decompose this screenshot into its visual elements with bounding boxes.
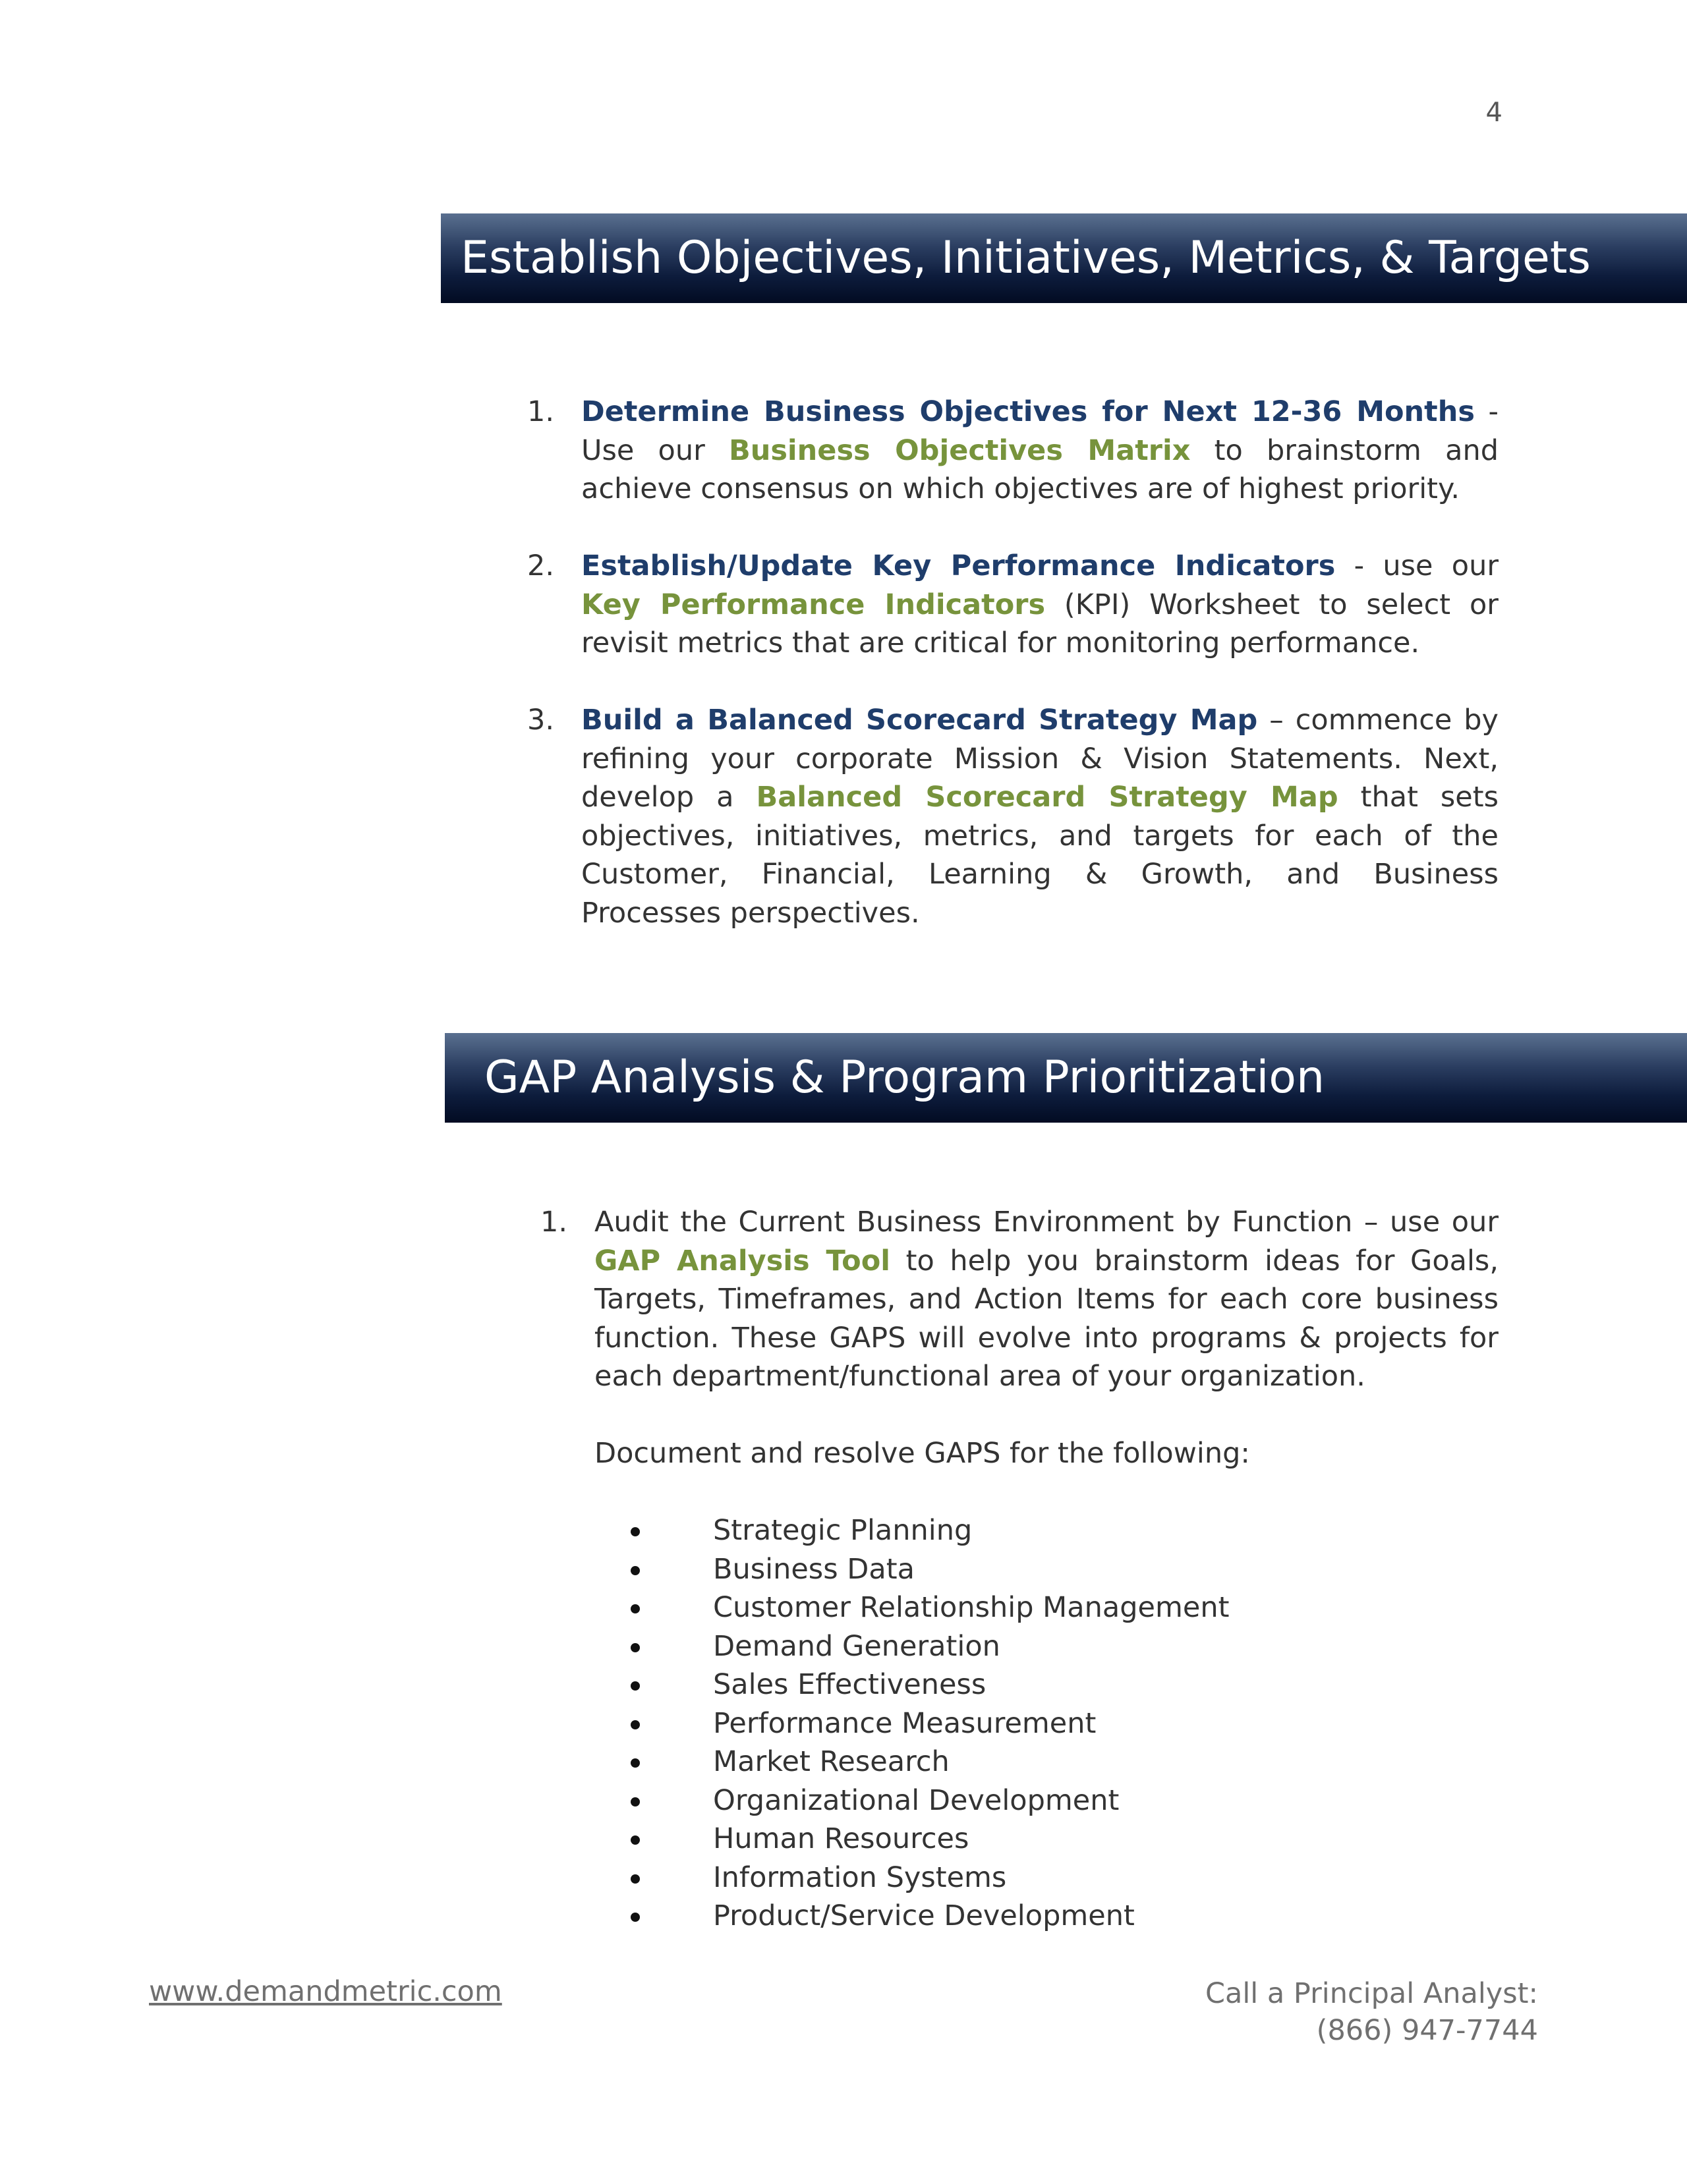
tool-link[interactable]: GAP Analysis Tool <box>594 1244 890 1277</box>
list-number: 1. <box>527 395 555 428</box>
gap-areas-list <box>540 1511 1499 1936</box>
list-item <box>594 1550 1499 1589</box>
bullet-text: Market Research <box>713 1745 950 1778</box>
list-item <box>527 393 1499 509</box>
item-heading: Establish/Update Key Performance Indicators <box>581 549 1336 582</box>
section-header-gap-analysis: GAP Analysis & Program Prioritization <box>445 1033 1687 1123</box>
bullet-text: Information Systems <box>713 1861 1007 1894</box>
list-number: 2. <box>527 549 555 582</box>
item-text: - Use our <box>581 395 1499 467</box>
list-item <box>594 1820 1499 1859</box>
list-item <box>594 1859 1499 1897</box>
bullet-text: Organizational Development <box>713 1783 1120 1817</box>
objectives-list <box>527 393 1499 971</box>
bullet-icon <box>631 1758 640 1768</box>
list-item <box>594 1588 1499 1627</box>
bullet-text: Demand Generation <box>713 1629 1000 1663</box>
call-label: Call a Principal Analyst: <box>1205 1977 1538 2010</box>
item-text: Audit the Current Business Environment by Function – use our <box>594 1206 1499 1239</box>
section-header-objectives: Establish Objectives, Initiatives, Metrics, & Targets <box>441 213 1687 303</box>
list-item <box>594 1627 1499 1666</box>
bullet-icon <box>631 1797 640 1806</box>
tool-link[interactable]: Business Objectives Matrix <box>728 434 1191 467</box>
list-item <box>594 1511 1499 1550</box>
list-item <box>527 547 1499 663</box>
list-item <box>594 1897 1499 1936</box>
item-text: that sets objectives, initiatives, metrics, and targets for each of the Customer, Financial, Learning & Growth, and Business Processes perspectives. <box>581 781 1499 930</box>
item-text: to help you brainstorm ideas for Goals, Targets, Timeframes, and Action Items for each core business function. These GAPS will evolve into programs & projects for each department/functional area of your organization. <box>594 1244 1499 1393</box>
bullet-icon <box>631 1681 640 1691</box>
list-item <box>594 1666 1499 1704</box>
bullet-text: Customer Relationship Management <box>713 1591 1230 1624</box>
bullet-icon <box>631 1643 640 1652</box>
bullet-text: Performance Measurement <box>713 1706 1097 1740</box>
list-number: 3. <box>527 704 555 737</box>
list-item <box>594 1704 1499 1743</box>
item-heading: Build a Balanced Scorecard Strategy Map <box>581 704 1258 737</box>
page-number: 4 <box>1485 98 1502 128</box>
phone-number: (866) 947-7744 <box>1316 2014 1538 2047</box>
bullet-icon <box>631 1604 640 1613</box>
bullet-text: Business Data <box>713 1552 915 1586</box>
list-item <box>594 1743 1499 1781</box>
bullet-icon <box>631 1913 640 1922</box>
bullet-icon <box>631 1527 640 1536</box>
bullet-icon <box>631 1720 640 1729</box>
website-link[interactable]: www.demandmetric.com <box>149 1975 502 2008</box>
bullet-text: Human Resources <box>713 1822 969 1855</box>
gap-list <box>540 1203 1499 1936</box>
item-text: - use our <box>1335 549 1499 582</box>
item-text: – commence by refining your corporate Mission & Vision Statements. Next, develop a <box>581 704 1499 814</box>
gap-intro: Document and resolve GAPS for the following: <box>594 1437 1250 1470</box>
bullet-text: Sales Effectiveness <box>713 1668 986 1701</box>
list-item <box>540 1203 1499 1396</box>
list-item <box>527 701 1499 932</box>
bullet-icon <box>631 1835 640 1845</box>
bullet-icon <box>631 1874 640 1884</box>
bullet-text: Strategic Planning <box>713 1514 973 1547</box>
bullet-text: Product/Service Development <box>713 1899 1135 1932</box>
item-heading: Determine Business Objectives for Next 12-36 Months <box>581 395 1475 428</box>
footer-contact <box>1205 1975 1538 2049</box>
tool-link[interactable]: Balanced Scorecard Strategy Map <box>756 781 1338 814</box>
tool-link[interactable]: Key Performance Indicators <box>581 588 1046 621</box>
list-item <box>594 1781 1499 1820</box>
item-text: to brainstorm and achieve consensus on which objectives are of highest priority. <box>581 434 1499 505</box>
list-number: 1. <box>540 1206 568 1239</box>
bullet-icon <box>631 1566 640 1575</box>
item-text: (KPI) Worksheet to select or revisit metrics that are critical for monitoring performance. <box>581 588 1499 659</box>
